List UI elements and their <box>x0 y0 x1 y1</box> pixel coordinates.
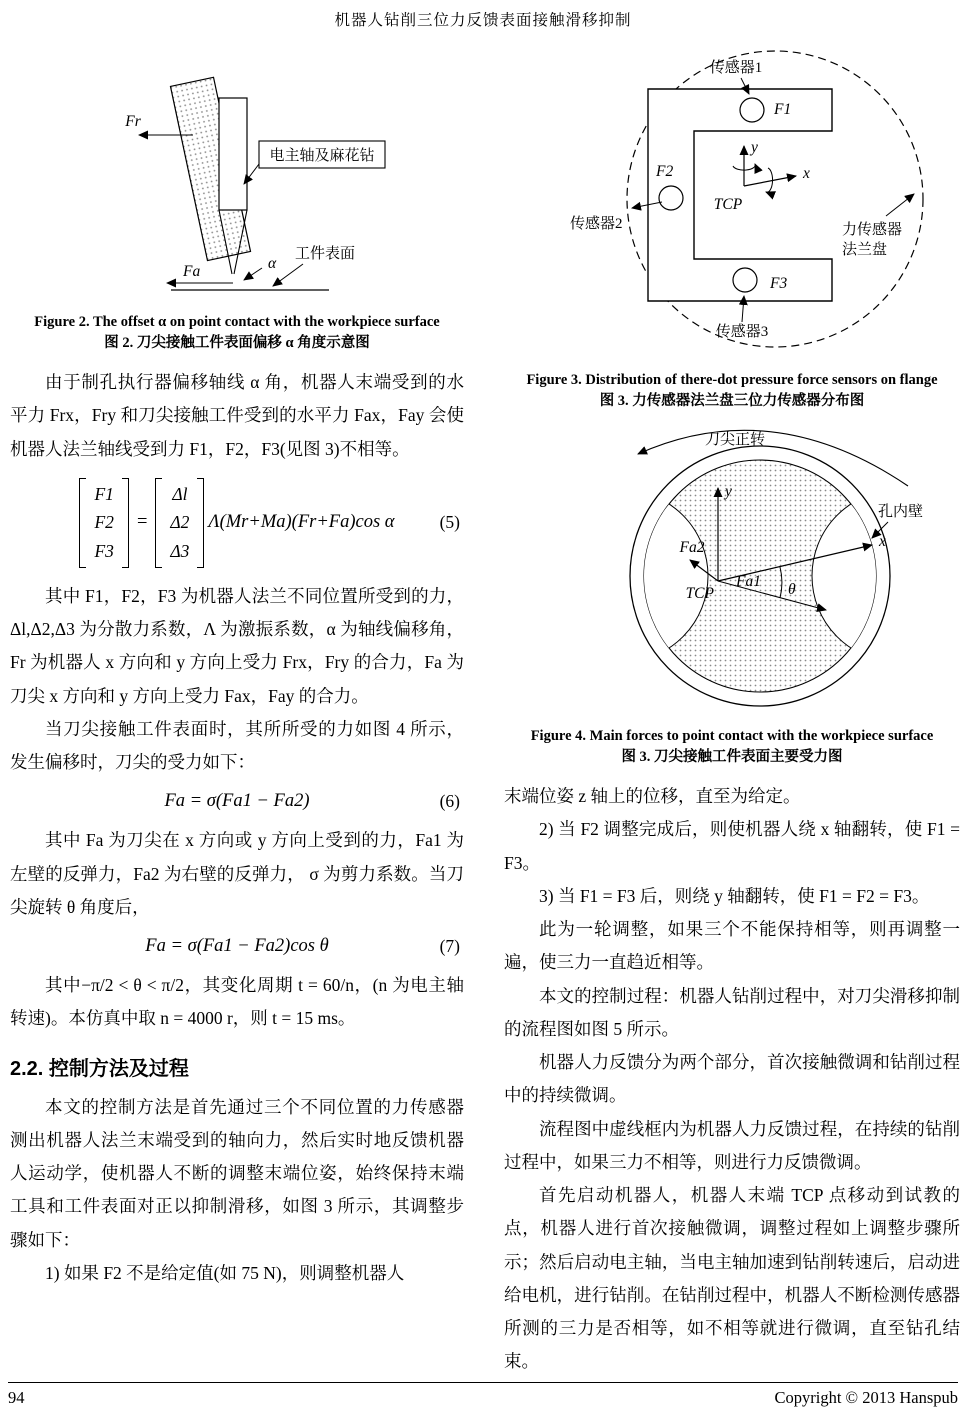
f3-label: F3 <box>770 275 788 292</box>
surface-label: 工件表面 <box>295 246 356 262</box>
sensor3-circle <box>733 268 757 292</box>
paragraph-contact-force: 当刀尖接触工件表面时，其所所受的力如图 4 所示，发生偏移时，刀尖的受力如下： <box>10 718 464 773</box>
y-axis-label: y <box>725 483 732 501</box>
figure4 <box>504 424 960 768</box>
equation-7 <box>10 936 464 957</box>
rotation-label: 刀尖正转 <box>704 432 766 449</box>
y-axis-label: y <box>751 139 758 156</box>
figure4-caption-zh: 图 3. 刀尖接触工件表面主要受力图 <box>621 749 843 766</box>
f2-label: F2 <box>656 163 674 180</box>
figure2-caption-en: Figure 2. The offset α on point contact with the workpiece surface <box>34 314 440 330</box>
fa2-label: Fa2 <box>679 539 705 557</box>
alpha-label: α <box>268 255 277 272</box>
matrix-coefficients <box>155 478 204 568</box>
equation-5 <box>10 478 464 568</box>
equation-number: (7) <box>439 936 460 957</box>
equals-sign: = <box>136 512 148 533</box>
figure4-caption <box>504 726 960 768</box>
bracket-left <box>79 478 86 568</box>
left-column <box>10 38 464 1290</box>
matrix-entry: Δ3 <box>170 540 190 561</box>
x-axis <box>744 176 796 186</box>
tcp-label: TCP <box>713 196 743 213</box>
paragraph-control-method: 本文的控制方法是首先通过三个不同位置的力传感器测出机器人法兰末端受到的轴向力，然后实时地反馈机器人运动学，使机器人不断的调整末端位姿，始终保持末端工具和工件表面对正以抑制滑移，如图 3 所示，其调整步骤如下： <box>10 1096 464 1250</box>
page-title: 机器人钻削三位力反馈表面接触滑移抑制 <box>334 12 632 29</box>
page-number: 94 <box>8 1388 25 1407</box>
figure3 <box>504 46 960 412</box>
equation-number: (6) <box>439 791 460 812</box>
page-footer <box>8 1382 958 1408</box>
flange-label-line2: 法兰盘 <box>842 242 888 258</box>
spindle-column <box>219 98 247 210</box>
matrix-entry: F2 <box>94 512 114 533</box>
paragraph-drilling-procedure: 首先启动机器人，机器人末端 TCP 点移动到试教的点，机器人进行首次接触微调，调整过程如上调整步骤所示；然后启动电主轴，当电主轴加速到钻削转速后，启动进给电机，进行钻削。在钻削过程中，机器人不断检测传感器所测的三力是否相等，如不相等就进行微调，直至钻孔结束。 <box>504 1185 960 1372</box>
paragraph-adjust-round: 此为一轮调整，如果三个不能保持相等，则再调整一遍，使三力一直趋近相等。 <box>504 919 960 973</box>
f1-label: F1 <box>774 101 792 118</box>
matrix-entry: F3 <box>94 540 114 561</box>
paragraph-step-2: 2) 当 F2 调整完成后，则使机器人绕 x 轴翻转，使 F1 = F3。 <box>504 819 960 873</box>
figure2-diagram <box>11 38 463 310</box>
alpha-pointer-arrow <box>244 268 262 280</box>
tcp-label: TCP <box>685 585 714 603</box>
bracket-right <box>122 478 129 568</box>
paragraph-continue-step1: 末端位姿 z 轴上的位移，直至为给定。 <box>504 786 801 807</box>
sensor2-label: 传感器2 <box>570 216 623 232</box>
paragraph-theta-period: 其中−π/2 < θ < π/2，其变化周期 t = 60/n，(n 为电主轴转速)。本仿真中取 n = 4000 r，则 t = 15 ms。 <box>10 975 464 1029</box>
figure3-diagram <box>504 46 960 368</box>
matrix-entry: F1 <box>94 483 114 504</box>
equation-body: Fa = σ(Fa1 − Fa2)cos θ <box>145 936 329 957</box>
figure3-caption <box>504 370 960 412</box>
figure2-caption <box>10 312 464 354</box>
fa1-label: Fa1 <box>736 573 761 591</box>
bracket-left <box>155 478 162 568</box>
figure4-diagram <box>504 424 960 724</box>
section-heading-2-2: 2.2. 控制方法及过程 <box>10 1057 189 1080</box>
copyright-text: Copyright © 2013 Hanspub <box>774 1388 958 1407</box>
paragraph-step-3: 3) 当 F1 = F3 后，则绕 y 轴翻转，使 F1 = F2 = F3。 <box>539 885 930 906</box>
sensor1-circle <box>740 98 764 122</box>
hole-wall-label: 孔内壁 <box>878 504 924 521</box>
paragraph-step-1: 1) 如果 F2 不是给定值(如 75 N)，则调整机器人 <box>45 1262 405 1283</box>
figure2 <box>10 38 464 354</box>
fa-label: Fa <box>183 263 201 280</box>
figure3-caption-en: Figure 3. Distribution of there-dot pressure force sensors on flange <box>526 372 938 388</box>
x-axis-label: x <box>879 533 886 551</box>
equation-body: Fa = σ(Fa1 − Fa2) <box>164 791 310 812</box>
equation-6 <box>10 791 464 812</box>
figure3-caption-zh: 图 3. 力传感器法兰盘三位力传感器分布图 <box>599 393 865 410</box>
bracket-right <box>197 478 204 568</box>
paragraph-intro-forces: 由于制孔执行器偏移轴线 α 角，机器人末端受到的水平力 Frx，Fry 和刀尖接触工件受到的水平力 Fax，Fay 会使机器人法兰轴线受到力 F1，F2，F3(见图 3)不相等。 <box>10 372 464 459</box>
equation-number: (5) <box>439 512 460 533</box>
equation-factor: Λ(Mr+Ma)(Fr+Fa)cos α <box>208 512 395 533</box>
figure4-caption-en: Figure 4. Main forces to point contact with the workpiece surface <box>530 728 934 745</box>
matrix-forces <box>79 478 128 568</box>
paragraph-flowchart-note: 流程图中虚线框内为机器人力反馈过程，在持续的钻削过程中，如果三力不相等，则进行力反馈微调。 <box>504 1118 960 1172</box>
surface-pointer-arrow <box>273 264 303 286</box>
paragraph-control-process: 本文的控制过程：机器人钻削过程中，对刀尖滑移抑制的流程图如图 5 所示。 <box>504 985 960 1039</box>
matrix-entry: Δ2 <box>170 512 190 533</box>
fr-label: Fr <box>125 113 141 130</box>
sensor1-label: 传感器1 <box>709 60 763 76</box>
paragraph-fa-definitions: 其中 Fa 为刀尖在 x 方向或 y 方向上受到的力，Fa1 为左壁的反弹力，Fa2 为右壁的反弹力， σ 为剪力系数。当刀尖旋转 θ 角度后， <box>10 830 464 917</box>
figure2-caption-zh: 图 2. 刀尖接触工件表面偏移 α 角度示意图 <box>104 335 370 352</box>
paragraph-feedback-parts: 机器人力反馈分为两个部分，首次接触微调和钻削过程中的持续微调。 <box>504 1052 960 1106</box>
spindle-label: 电主轴及麻花钻 <box>269 148 375 164</box>
theta-label: θ <box>788 581 796 599</box>
flange-pointer-arrow <box>886 194 914 216</box>
right-column <box>504 46 960 1379</box>
sensor2-circle <box>659 186 683 210</box>
x-axis-label: x <box>803 165 810 182</box>
flange-label-line1: 力传感器 <box>842 222 903 238</box>
sensor3-label: 传感器3 <box>715 324 769 340</box>
matrix-entry: Δl <box>172 483 188 504</box>
paragraph-symbol-definitions: 其中 F1，F2，F3 为机器人法兰不同位置所受到的力，Δl,Δ2,Δ3 为分散力系数，Λ 为激振系数，α 为轴线偏移角，Fr 为机器人 x 方向和 y 方向上受力 Frx，Fry 的合力，Fa 为刀尖 x 方向和 y 方向上受力 Fax，Fay 的合力。 <box>10 585 464 706</box>
